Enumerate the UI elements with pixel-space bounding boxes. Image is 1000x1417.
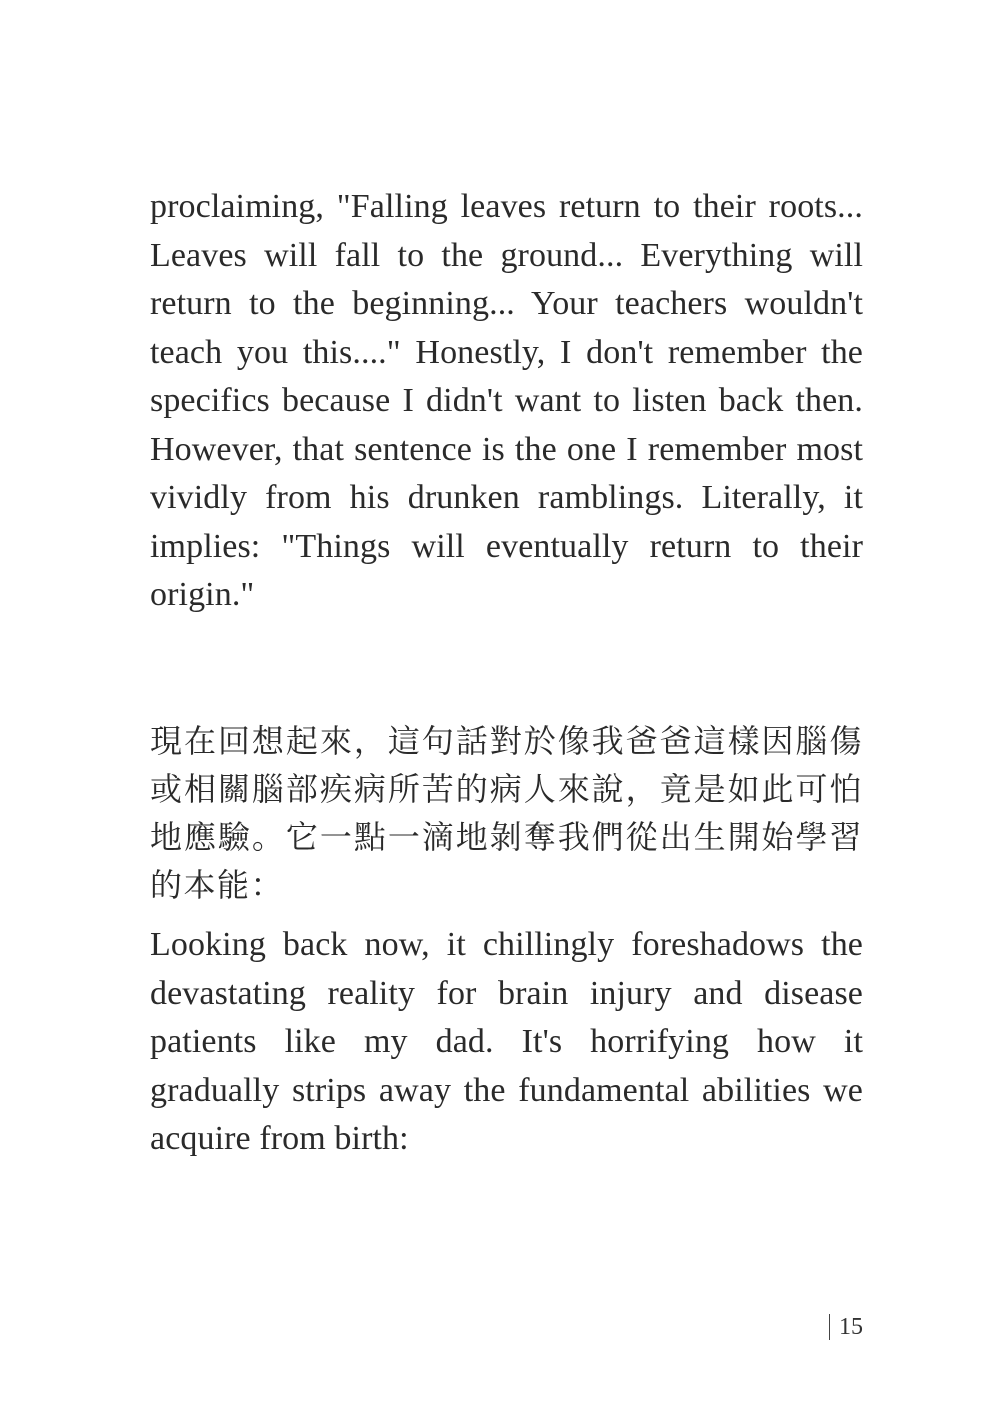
page-footer	[829, 1310, 864, 1344]
page-number: 15	[839, 1313, 863, 1340]
paragraph-english-2: Looking back now, it chillingly foreshadows the devastating reality for brain injury and disease patients like my dad. It's horrifying how it gradually strips away the fundamental abilities we acquire from birth:	[150, 926, 863, 1157]
paragraph-chinese-1: 現在回想起來，這句話對於像我爸爸這樣因腦傷或相關腦部疾病所苦的病人來說，竟是如此可怕地應驗。它一點一滴地剝奪我們從出生開始學習的本能：	[150, 722, 863, 904]
page-number-divider	[829, 1314, 831, 1340]
paragraph-english-1: proclaiming, "Falling leaves return to their roots... Leaves will fall to the ground... Everything will return to the beginning... Your teachers wouldn't teach you this...." Honestly, I don't remember the specifics because I didn't want to listen back then. However, that sentence is the one I remember most vividly from his drunken ramblings. Literally, it implies: "Things will eventually return to their origin."	[150, 188, 863, 613]
